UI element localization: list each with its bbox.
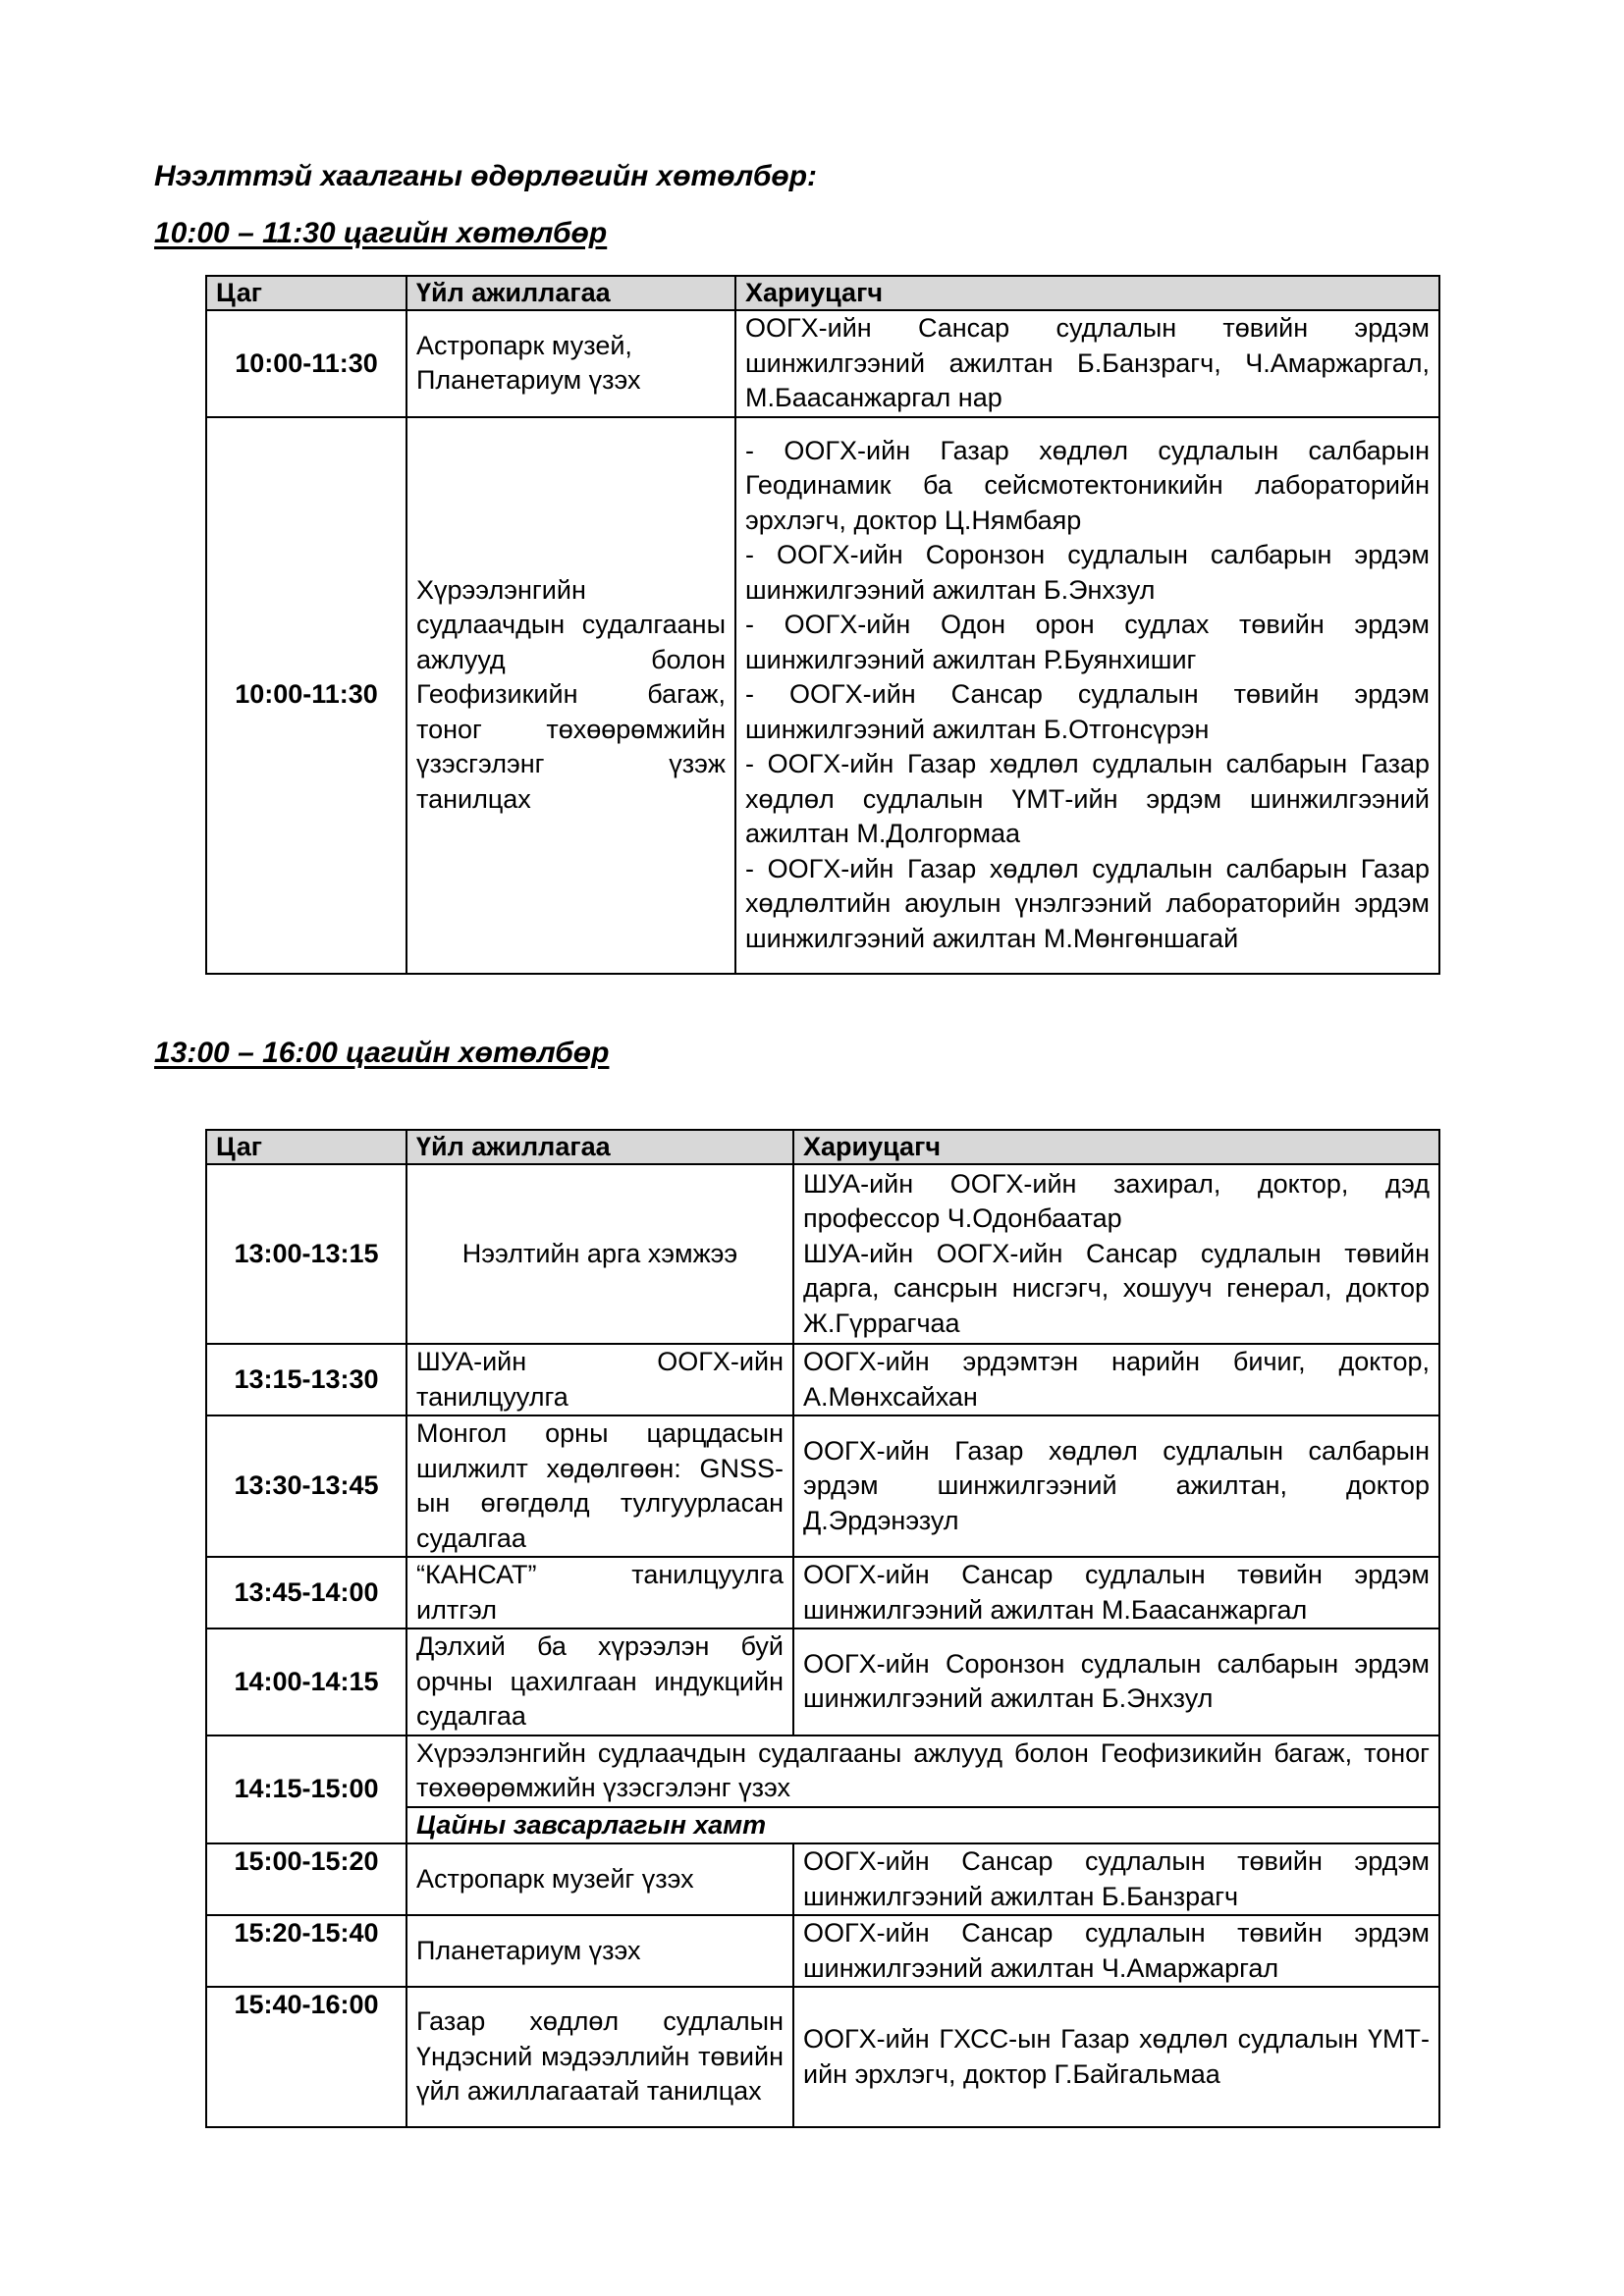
activity-cell: Монгол орны царцдасын шилжилт хөдөлгөөн: GNSS-ын өгөгдөлд тулгуурласан судалгаа	[406, 1415, 793, 1557]
document-title: Нээлттэй хаалганы өдөрлөгийн хөтөлбөр:	[154, 160, 818, 192]
time-cell: 10:00-11:30	[206, 310, 406, 417]
time-cell: 13:15-13:30	[206, 1344, 406, 1415]
responsible-cell: ООГХ-ийн эрдэмтэн нарийн бичиг, доктор, А.Мөнхсайхан	[793, 1344, 1439, 1415]
activity-cell: “КАНСАТ” танилцуулга илтгэл	[406, 1557, 793, 1629]
responsible-line: - ООГХ-ийн Сансар судлалын төвийн эрдэм шинжилгээний ажилтан Б.Отгонсүрэн	[745, 679, 1430, 744]
table-row	[206, 1164, 1439, 1344]
table-row	[206, 417, 1439, 974]
responsible-cell: ООГХ-ийн Сансар судлалын төвийн эрдэм шинжилгээний ажилтан М.Баасанжаргал	[793, 1557, 1439, 1629]
activity-cell: Астропарк музей, Планетариум үзэх	[406, 310, 735, 417]
responsible-cell: ООГХ-ийн Сансар судлалын төвийн эрдэм шинжилгээний ажилтан Б.Банзрагч	[793, 1843, 1439, 1915]
responsible-line: - ООГХ-ийн Газар хөдлөл судлалын салбарын Геодинамик ба сейсмотектоникийн лабораторийн эрхлэгч, доктор Ц.Нямбаяр	[745, 435, 1430, 535]
column-header-responsible: Хариуцагч	[793, 1130, 1439, 1164]
column-header-activity: Үйл ажиллагаа	[406, 276, 735, 310]
time-cell: 15:20-15:40	[206, 1915, 406, 1987]
responsible-line: - ООГХ-ийн Одон орон судлах төвийн эрдэм шинжилгээний ажилтан Р.Буянхишиг	[745, 610, 1430, 674]
responsible-cell	[735, 417, 1439, 974]
activity-cell: Дэлхий ба хүрээлэн буй орчны цахилгаан индукцийн судалгаа	[406, 1629, 793, 1735]
table-row	[206, 1843, 1439, 1915]
section-heading-morning: 10:00 – 11:30 цагийн хөтөлбөр	[154, 217, 608, 249]
responsible-cell: ООГХ-ийн Соронзон судлалын салбарын эрдэм шинжилгээний ажилтан Б.Энхзул	[793, 1629, 1439, 1735]
schedule-table-afternoon	[205, 1129, 1440, 2128]
table-row	[206, 310, 1439, 417]
time-cell: 14:15-15:00	[206, 1735, 406, 1844]
column-header-time: Цаг	[206, 276, 406, 310]
responsible-line: ООГХ-ийн Сансар судлалын төвийн эрдэм шинжилгээний ажилтан Б.Банзрагч, Ч.Амаржаргал, М.Баасанжаргал нар	[745, 313, 1430, 412]
responsible-line: - ООГХ-ийн Соронзон судлалын салбарын эрдэм шинжилгээний ажилтан Б.Энхзул	[745, 540, 1430, 605]
responsible-line: - ООГХ-ийн Газар хөдлөл судлалын салбарын Газар хөдлөл судлалын ҮМТ-ийн эрдэм шинжилгээний ажилтан М.Долгормаа	[745, 749, 1430, 849]
responsible-cell: ООГХ-ийн Сансар судлалын төвийн эрдэм шинжилгээний ажилтан Ч.Амаржаргал	[793, 1915, 1439, 1987]
column-header-time: Цаг	[206, 1130, 406, 1164]
time-cell: 14:00-14:15	[206, 1629, 406, 1735]
time-cell: 10:00-11:30	[206, 417, 406, 974]
responsible-cell	[735, 310, 1439, 417]
responsible-cell: ООГХ-ийн ГХСС-ын Газар хөдлөл судлалын ҮМТ-ийн эрхлэгч, доктор Г.Байгальмаа	[793, 1987, 1439, 2127]
table-row	[206, 1629, 1439, 1735]
activity-cell: Хүрээлэнгийн судлаачдын судалгааны ажлууд болон Геофизикийн багаж, тоног төхөөрөмжийн үзэсгэлэнг үзэж танилцах	[406, 417, 735, 974]
responsible-line: ШУА-ийн ООГХ-ийн захирал, доктор, дэд профессор Ч.Одонбаатар	[803, 1168, 1430, 1234]
time-cell: 13:00-13:15	[206, 1164, 406, 1344]
activity-cell: Нээлтийн арга хэмжээ	[406, 1164, 793, 1344]
time-cell: 15:40-16:00	[206, 1987, 406, 2127]
activity-cell: Планетариум үзэх	[406, 1915, 793, 1987]
table-header-row	[206, 276, 1439, 310]
table-header-row	[206, 1130, 1439, 1164]
table-row	[206, 1344, 1439, 1415]
column-header-responsible: Хариуцагч	[735, 276, 1439, 310]
responsible-line: ШУА-ийн ООГХ-ийн Сансар судлалын төвийн дарга, сансрын нисгэгч, хошууч генерал, доктор Ж.Гүррагчаа	[803, 1238, 1430, 1338]
activity-cell: ШУА-ийн ООГХ-ийн танилцуулга	[406, 1344, 793, 1415]
responsible-cell	[793, 1164, 1439, 1344]
table-row	[206, 1735, 1439, 1807]
table-row	[206, 1415, 1439, 1557]
schedule-table-morning	[205, 275, 1440, 975]
table-row	[206, 1557, 1439, 1629]
table-row	[206, 1915, 1439, 1987]
column-header-activity: Үйл ажиллагаа	[406, 1130, 793, 1164]
merged-activity-cell: Хүрээлэнгийн судлаачдын судалгааны ажлууд болон Геофизикийн багаж, тоног төхөөрөмжийн үзэсгэлэнг үзэх	[406, 1735, 1439, 1807]
time-cell: 13:30-13:45	[206, 1415, 406, 1557]
responsible-line: - ООГХ-ийн Газар хөдлөл судлалын салбарын Газар хөдлөлтийн аюулын үнэлгээний лабораторийн эрдэм шинжилгээний ажилтан М.Мөнгөншагай	[745, 853, 1430, 953]
time-cell: 13:45-14:00	[206, 1557, 406, 1629]
tea-break-note: Цайны завсарлагын хамт	[406, 1807, 1439, 1844]
table-row	[206, 1987, 1439, 2127]
responsible-cell: ООГХ-ийн Газар хөдлөл судлалын салбарын эрдэм шинжилгээний ажилтан, доктор Д.Эрдэнэзул	[793, 1415, 1439, 1557]
section-heading-afternoon: 13:00 – 16:00 цагийн хөтөлбөр	[154, 1037, 610, 1069]
time-cell: 15:00-15:20	[206, 1843, 406, 1915]
activity-cell: Астропарк музейг үзэх	[406, 1843, 793, 1915]
activity-cell: Газар хөдлөл судлалын Үндэсний мэдээллийн төвийн үйл ажиллагаатай танилцах	[406, 1987, 793, 2127]
